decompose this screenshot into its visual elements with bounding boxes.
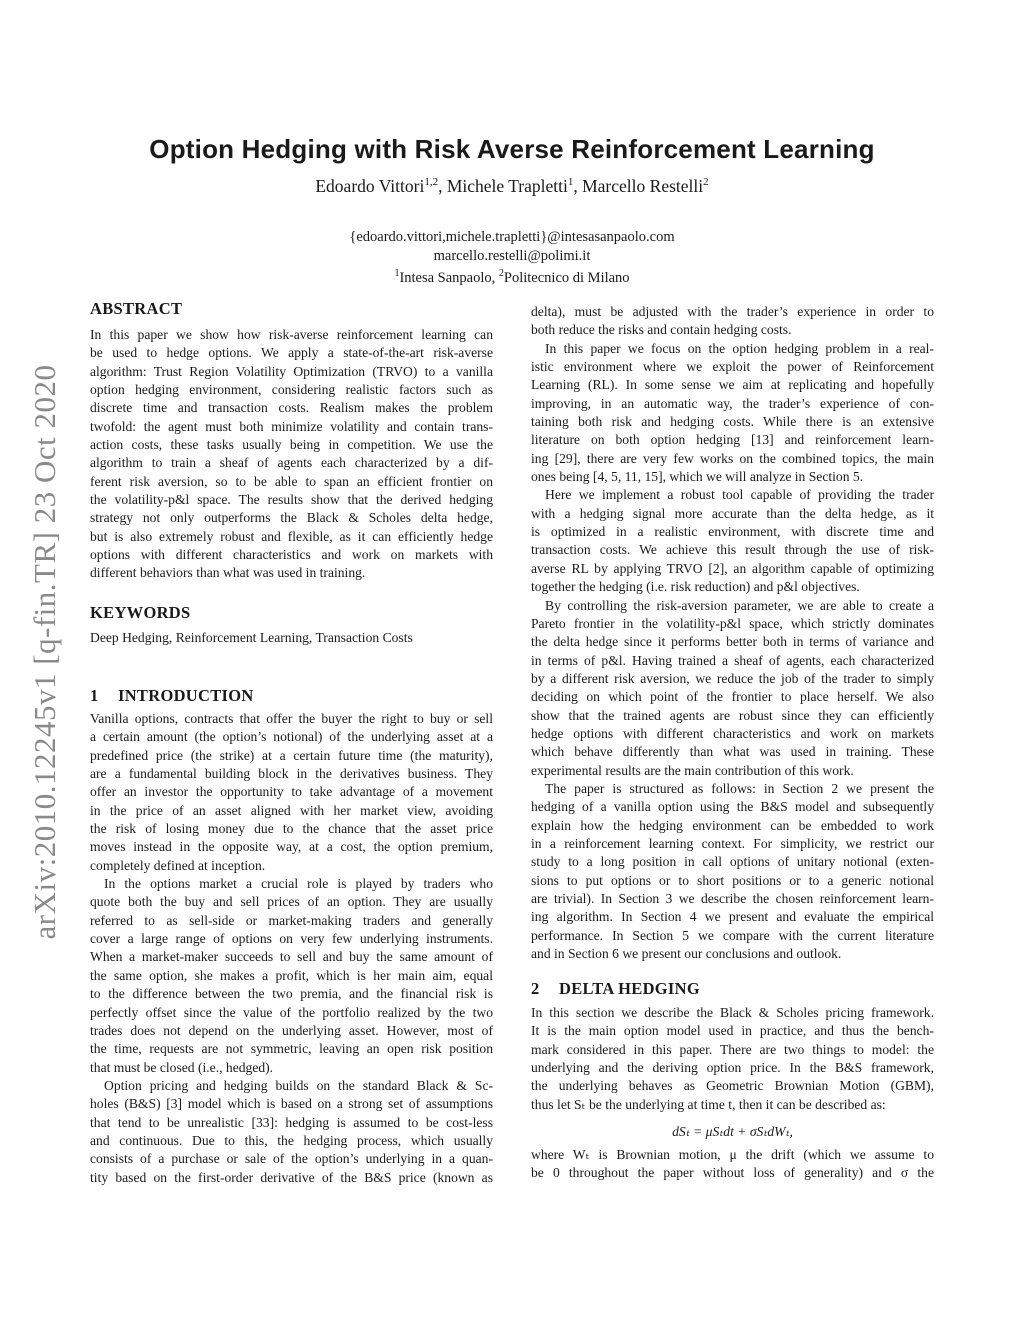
text-line: option hedging environment, considering realistic factors such as [90,382,493,398]
text-line: ones being [4, 5, 11, 15], which we will analyze in Section 5. [531,469,864,485]
text-line: discrete time and transaction costs. Realism makes the problem [90,400,493,416]
text-line: Option pricing and hedging builds on the standard Black & Sc- [104,1077,493,1093]
text-line: When a market-maker succeeds to sell and buy the same amount of [90,949,493,965]
text-line: Pareto frontier in the volatility-p&l space, which strictly dominates [531,615,934,631]
text-line: averse RL by applying TRVO [2], an algorithm capable of optimizing [531,560,934,576]
text-line: action costs, these tasks usually being in competition. We use the [90,437,493,453]
paragraph [90,1077,493,1187]
paragraph [531,597,934,780]
text-line: consists of a purchase or sale of the option’s underlying in a quan- [90,1151,493,1167]
text-line: the risk of losing money due to the chance that the asset price [90,821,493,837]
introduction-body [90,710,493,1187]
text-line: Vanilla options, contracts that offer the buyer the right to buy or sell [90,711,493,726]
author-list: Edoardo Vittori$^{1,2}$, Michele Trapletti$^1$, Marcello Restelli$^2$ [315,176,709,196]
affiliation-mark: 1 [394,268,400,279]
paragraph [90,875,493,1077]
text-line: mark considered in this paper. There are two things to model: the [531,1041,934,1057]
affiliation-name: Intesa Sanpaolo [399,269,492,286]
text-line: options with different characteristics and work on markets with [90,547,493,563]
paragraph [531,1004,934,1114]
text-line: study to a long position in call options of unitary notional (exten- [531,854,934,870]
text-line: delta), must be adjusted with the trader’s experience in order to [531,304,934,319]
text-line: ing [29], there are very few works on the combined topics, the main [531,450,934,466]
author-name: Marcello Restelli [582,176,704,196]
text-line: the volatility-p&l space. The results show that the derived hedging [90,492,493,508]
author-affiliation-mark: 1 [567,176,574,189]
text-line: transaction costs. We achieve this result through the use of risk- [531,542,934,558]
text-line: ferent risk aversion, so to be able to span an efficient frontier on [90,473,493,489]
text-line: Learning (RL). In some sense we aim at replicating and hopefully [531,377,934,393]
keywords-heading: KEYWORDS [90,603,191,622]
author-email: marcello.restelli@polimi.it [433,248,591,264]
text-line: ing algorithm. In Section 4 we present and evaluate the empirical [531,909,934,925]
section-number: 1 [90,686,99,705]
text-line: twofold: the agent must both minimize volatility and contain trans- [90,418,493,434]
text-line: In this section we describe the Black & Scholes pricing framework. [531,1005,934,1020]
text-line: algorithm: Trust Region Volatility Optimization (TRVO) to a vanilla [90,363,493,379]
text-line: that tend to be unrealistic [33]: hedging is assumed to be cost-less [90,1114,493,1130]
text-line: istic environment where we exploit the power of Reinforcement [531,359,934,375]
text-line: both reduce the risks and contain hedging costs. [531,322,792,338]
text-line: hedge options with different characteristics and work on markets [531,725,934,741]
section-number: 2 [531,979,540,998]
author-name: Michele Trapletti [446,176,568,196]
text-line: in a reinforcement learning context. For simplicity, we restrict our [531,835,934,851]
paragraph [531,780,934,963]
paragraph [531,486,934,596]
section-title: DELTA HEDGING [559,979,700,998]
text-line: underlying and the deriving option price. In the B&S framework, [531,1060,934,1076]
text-line: in terms of p&l. Having trained a sheaf of agents, each characterized [531,652,934,668]
text-line: by a different risk aversion, we reduce the job of the trader to simply [531,670,934,686]
text-line: with a hedging signal more accurate than the delta hedge, as it [531,505,934,521]
text-line: are trivial). In Section 3 we describe the chosen reinforcement learn- [531,891,934,906]
text-line: explain how the hedging environment can be embedded to work [531,817,934,833]
paragraph [531,303,934,340]
text-line: and continuous. Due to this, the hedging process, which usually [90,1132,493,1148]
text-line: to the difference between the two premia, and the financial risk is [90,986,493,1002]
text-line: improving, in an automatic way, the trader’s experience of con- [531,395,934,411]
abstract-heading: ABSTRACT [90,299,183,318]
text-line: the time, requests are not symmetric, leaving an open risk position [90,1041,493,1057]
author-emails: {edoardo.vittori,michele.trapletti}@intesasanpaolo.com [349,229,675,245]
text-line: the underlying behaves as Geometric Brownian Motion (GBM), [531,1078,934,1094]
affiliations: $^1$Intesa Sanpaolo, $^2$Politecnico di Milano [394,268,630,286]
text-line: a certain amount (the option’s notional) of the underlying asset at a [90,729,493,745]
text-line: are a fundamental building block in the derivatives business. They [90,766,493,782]
paragraph [90,326,493,583]
text-line: strategy not only outperforms the Black & Scholes delta hedge, [90,510,493,526]
text-line: be 0 throughout the paper without loss of generality) and σ the [531,1165,934,1181]
arxiv-identifier-sidebar: arXiv:2010.12245v1 [q-fin.TR] 23 Oct 2020 [27,364,62,940]
text-line: In this paper we focus on the option hedging problem in a real- [545,340,934,356]
text-line: sions to put options or to short positions or to a generic notional [531,872,934,888]
paper-title: Option Hedging with Risk Averse Reinforcement Learning [149,134,875,164]
text-line: and in Section 6 we present our conclusions and outlook. [531,946,842,962]
section-1-heading [90,686,493,706]
text-line: the same option, she makes a profit, which is her main aim, equal [90,967,493,983]
text-line: The paper is structured as follows: in Section 2 we present the [545,780,934,796]
text-line: performance. In Section 5 we compare with the current literature [531,927,934,943]
text-line: in the price of an asset aligned with her market view, avoiding [90,802,493,818]
text-line: referred to as sell-side or market-making traders and generally [90,912,493,928]
text-line: experimental results are the main contribution of this work. [531,762,854,778]
text-line: quote both the buy and sell prices of an option. They are usually [90,894,493,910]
gbm-equation: dSₜ = μSₜdt + σSₜdWₜ, [672,1124,793,1140]
text-line: offer an investor the opportunity to take advantage of a movement [90,784,493,800]
text-line: predefined price (the strike) at a certain future time (the maturity), [90,747,493,763]
text-line: together the hedging (i.e. risk reduction) and p&l objectives. [531,579,860,595]
text-line: is optimized in a realistic environment, with discrete time and [531,524,934,540]
text-line: literature on both option hedging [13] and reinforcement learn- [531,432,934,448]
text-line: show that the trained agents are robust since they can efficiently [531,707,934,723]
text-line: It is the main option model used in practice, and thus the bench- [531,1023,934,1039]
text-line: hedging of a vanilla option using the B&S model and subsequently [531,799,934,815]
text-line: In this paper we show how risk-averse reinforcement learning can [90,327,493,342]
text-line: but is also extremely robust and flexible, as it can efficiently hedge [90,528,493,544]
author-affiliation-mark: 1,2 [424,176,439,189]
text-line: where Wₜ is Brownian motion, μ the drift (which we assume to [531,1147,934,1163]
delta-hedging-body [531,1004,934,1183]
introduction-body-continued [531,303,934,963]
text-line: the delta hedge since it performs better both in terms of variance and [531,634,934,650]
keywords-text: Deep Hedging, Reinforcement Learning, Transaction Costs [90,630,413,645]
paragraph [531,340,934,487]
text-line: that must be closed (i.e., hedged). [90,1059,274,1075]
text-line: perfectly offset since the value of the portfolio realized by the two [90,1004,493,1020]
text-line: Here we implement a robust tool capable of providing the trader [545,487,934,503]
text-line: thus let Sₜ be the underlying at time t, then it can be described as: [531,1096,886,1112]
text-line: taining both risk and hedging costs. While there is an extensive [531,414,934,430]
affiliation-mark: 2 [498,268,504,279]
text-line: tity based on the first-order derivative of the B&S price (known as [90,1169,493,1185]
text-line: be used to hedge options. We apply a state-of-the-art risk-averse [90,345,493,361]
text-line: By controlling the risk-aversion parameter, we are able to create a [545,597,934,613]
section-2-heading [531,979,934,999]
text-line: cover a large range of options on very few underlying instruments. [90,931,493,947]
text-line: algorithm to train a sheaf of agents each characterized by a dif- [90,455,493,471]
abstract-body [90,326,493,583]
author-affiliation-mark: 2 [703,176,709,189]
delta-hedging-text-after-equation [531,1146,934,1183]
text-line: which behave differently than what was used in training. These [531,744,934,760]
text-line: deciding on which point of the frontier to place herself. We also [531,689,934,705]
section-title: INTRODUCTION [118,686,254,705]
delta-hedging-text [531,1004,934,1114]
text-line: completely defined at inception. [90,857,266,873]
text-line: different behaviors than what was used in training. [90,565,366,581]
text-line: trades does not depend on the underlying asset. However, most of [90,1022,493,1038]
text-line: In the options market a crucial role is played by traders who [104,876,493,892]
text-line: moves instead in the opposite way, at a cost, the option premium, [90,839,493,855]
affiliation-name: Politecnico di Milano [503,269,630,286]
text-line: holes (B&S) [3] model which is based on a strong set of assumptions [90,1096,493,1112]
paragraph [90,710,493,875]
author-name: Edoardo Vittori [315,176,425,196]
